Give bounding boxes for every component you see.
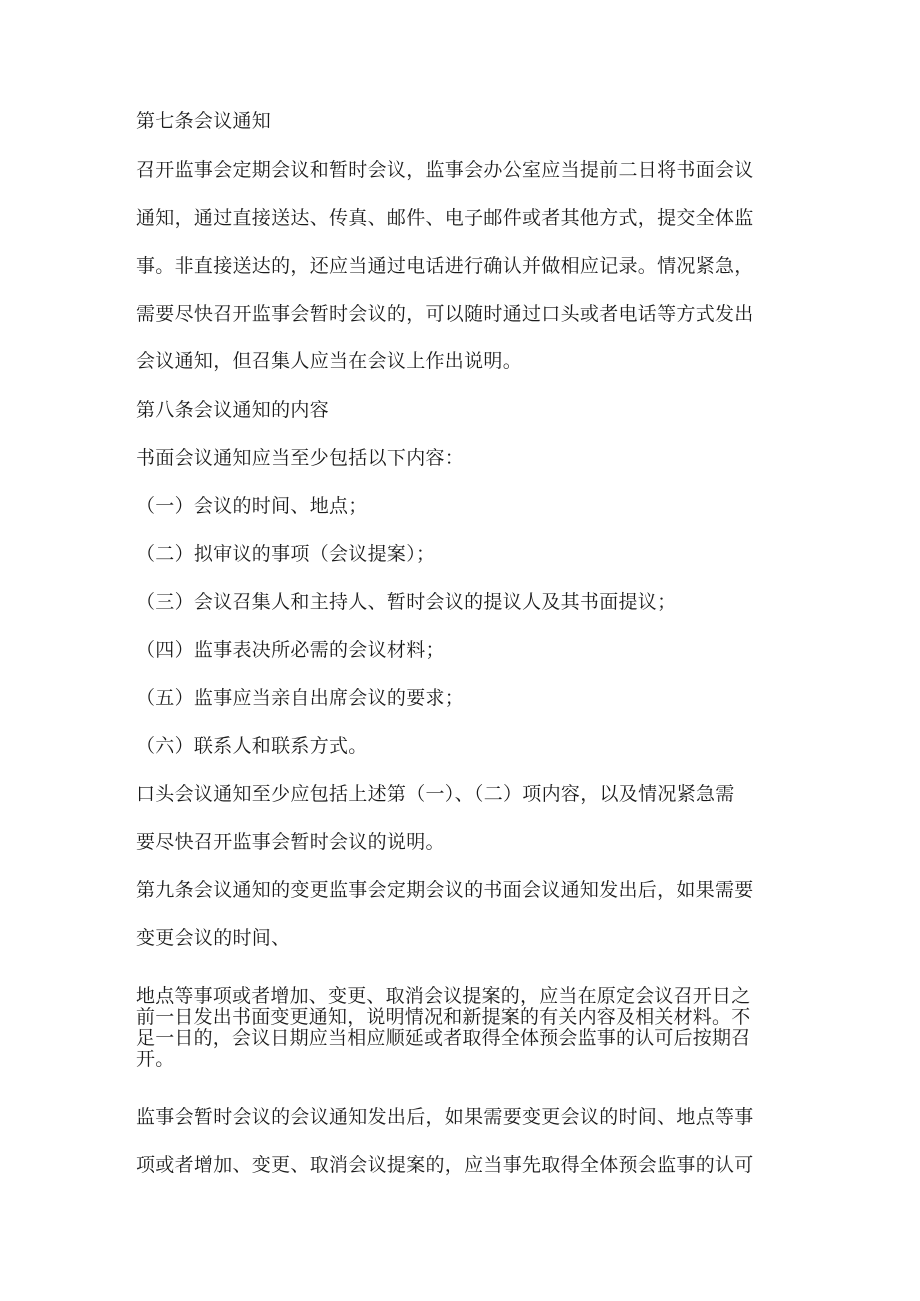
article-9-temp-meeting-line: 项或者增加、变更、取消会议提案的，应当事先取得全体预会监事的认可: [136, 1154, 754, 1176]
article-7-paragraph-line: 事。非直接送达的，还应当通过电话进行确认并做相应记录。情况紧急，: [136, 255, 754, 277]
article-7-title: 第七条会议通知: [136, 110, 272, 132]
paragraph-line: 开。: [136, 1048, 175, 1070]
list-item: （三）会议召集人和主持人、暂时会议的提议人及其书面提议；: [136, 591, 677, 613]
paragraph-line: 地点等事项或者增加、变更、取消会议提案的，应当在原定会议召开日之: [136, 985, 751, 1007]
article-9-line: 第九条会议通知的变更监事会定期会议的书面会议通知发出后，如果需要: [136, 879, 754, 901]
article-7-paragraph-line: 通知，通过直接送达、传真、邮件、电子邮件或者其他方式，提交全体监: [136, 207, 754, 229]
article-7-paragraph-line: 召开监事会定期会议和暂时会议，监事会办公室应当提前二日将书面会议: [136, 159, 754, 181]
article-9-temp-meeting-line: 监事会暂时会议的会议通知发出后，如果需要变更会议的时间、地点等事: [136, 1106, 754, 1128]
paragraph-line: 足一日的，会议日期应当相应顺延或者取得全体预会监事的认可后按期召: [136, 1027, 751, 1049]
article-8-oral-notice-line: 口头会议通知至少应包括上述第（一）、（二）项内容，以及情况紧急需: [136, 783, 735, 805]
article-7-paragraph-line: 需要尽快召开监事会暂时会议的，可以随时通过口头或者电话等方式发出: [136, 303, 754, 325]
article-7-paragraph-line: 会议通知，但召集人应当在会议上作出说明。: [136, 350, 523, 372]
article-9-line: 变更会议的时间、: [136, 927, 291, 949]
paragraph-line: 前一日发出书面变更通知，说明情况和新提案的有关内容及相关材料。不: [136, 1006, 751, 1028]
list-item: （六）联系人和联系方式。: [136, 735, 368, 757]
article-8-oral-notice-line: 要尽快召开监事会暂时会议的说明。: [136, 831, 445, 853]
list-item: （一）会议的时间、地点；: [136, 495, 368, 517]
list-item: （二）拟审议的事项（会议提案）；: [136, 543, 436, 565]
list-item: （五）监事应当亲自出席会议的要求；: [136, 687, 465, 709]
article-8-intro: 书面会议通知应当至少包括以下内容：: [136, 447, 465, 469]
article-9-dense-paragraph: [136, 986, 784, 1070]
article-8-title: 第八条会议通知的内容: [136, 399, 330, 421]
list-item: （四）监事表决所必需的会议材料；: [136, 639, 445, 661]
